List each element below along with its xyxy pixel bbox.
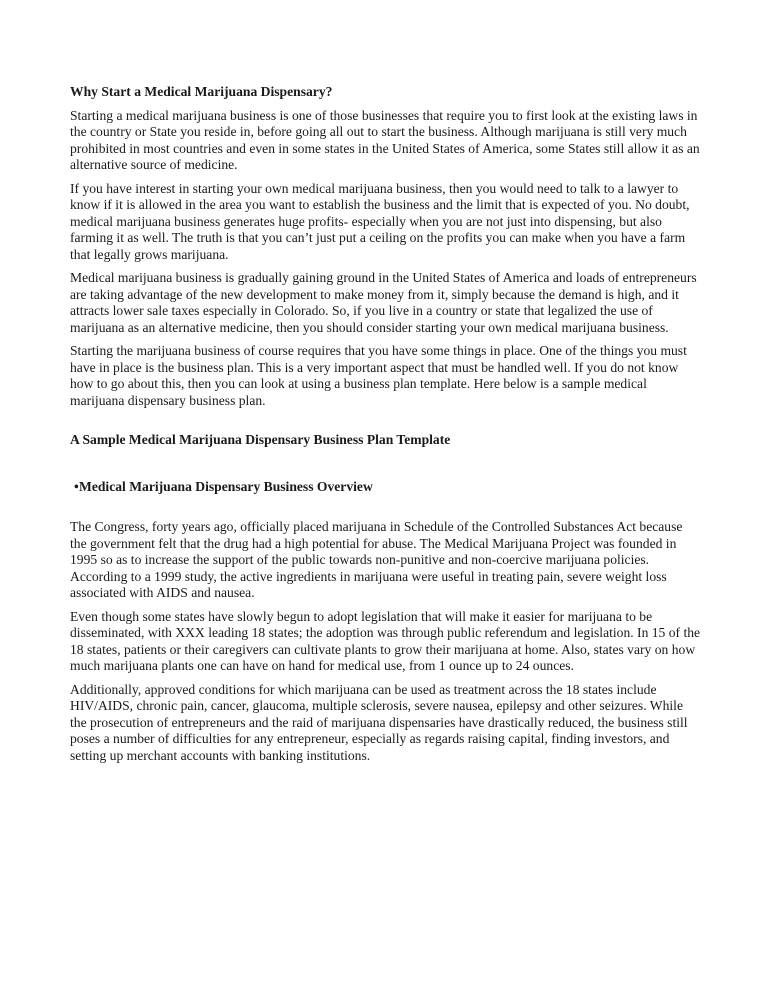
overview-bullet-item [70,479,702,496]
template-heading: A Sample Medical Marijuana Dispensary Business Plan Template [70,432,451,447]
overview-paragraph-1: The Congress, forty years ago, officially placed marijuana in Schedule of the Controlled Substances Act because the government felt that the drug had a high potential for abuse. The Medical Marijuana Project was founded in 1995 so as to increase the support of the public towards non-punitive and non-coercive marijuana policies. According to a 1999 study, the active ingredients in marijuana were useful in treating pain, severe weight loss associated with AIDS and nausea. [70,519,683,600]
overview-paragraph-3: Additionally, approved conditions for which marijuana can be used as treatment across the 18 states include HIV/AIDS, chronic pain, cancer, glaucoma, multiple sclerosis, severe nausea, epilepsy and other seizures. While the prosecution of entrepreneurs and the raid of marijuana dispensaries have drastically reduced, the business still poses a number of difficulties for any entrepreneur, especially as regards raising capital, finding investors, and setting up merchant accounts with banking institutions. [70,681,688,763]
main-heading: Why Start a Medical Marijuana Dispensary? [70,84,333,99]
intro-paragraph-2: If you have interest in starting your own medical marijuana business, then you would need to talk to a lawyer to know if it is allowed in the area you want to establish the business and the limit that is expected of you. No doubt, medical marijuana business generates huge profits- especially when you are not just into dispensing, but also farming it as well. The truth is that you can’t just put a ceiling on the profits you can make when you have a farm that legally grows marijuana. [70,180,690,262]
intro-paragraph-4: Starting the marijuana business of course requires that you have some things in place. One of the things you must have in place is the business plan. This is a very important aspect that must be handled well. If you do not know how to go about this, then you can look at using a business plan template. Here below is a sample medical marijuana dispensary business plan. [70,343,687,408]
overview-paragraph-2: Even though some states have slowly begun to adopt legislation that will make it easier for marijuana to be disseminated, with XXX leading 18 states; the adoption was through public referendum and legislation. In 15 of the 18 states, patients or their caregivers can cultivate plants to grow their marijuana at home. Also, states vary on how much marijuana plants one can have on hand for medical use, from 1 ounce up to 24 ounces. [70,608,701,673]
overview-heading: Medical Marijuana Dispensary Business Overview [79,478,373,494]
document-body [70,84,702,771]
intro-paragraph-1: Starting a medical marijuana business is one of those businesses that require you to first look at the existing laws in the country or State you reside in, before going all out to start the business. Although marijuana is still very much prohibited in most countries and even in some states in the United States of America, some States still allow it as an alternative source of medicine. [70,107,700,172]
intro-paragraph-3: Medical marijuana business is gradually gaining ground in the United States of America and loads of entrepreneurs are taking advantage of the new development to make money from it, simply because the demand is high, and it attracts lower sale taxes especially in Colorado. So, if you live in a country or state that legalized the use of marijuana as an alternative medicine, then you should consider starting your own medical marijuana business. [70,270,697,335]
bullet-icon: • [74,478,79,494]
